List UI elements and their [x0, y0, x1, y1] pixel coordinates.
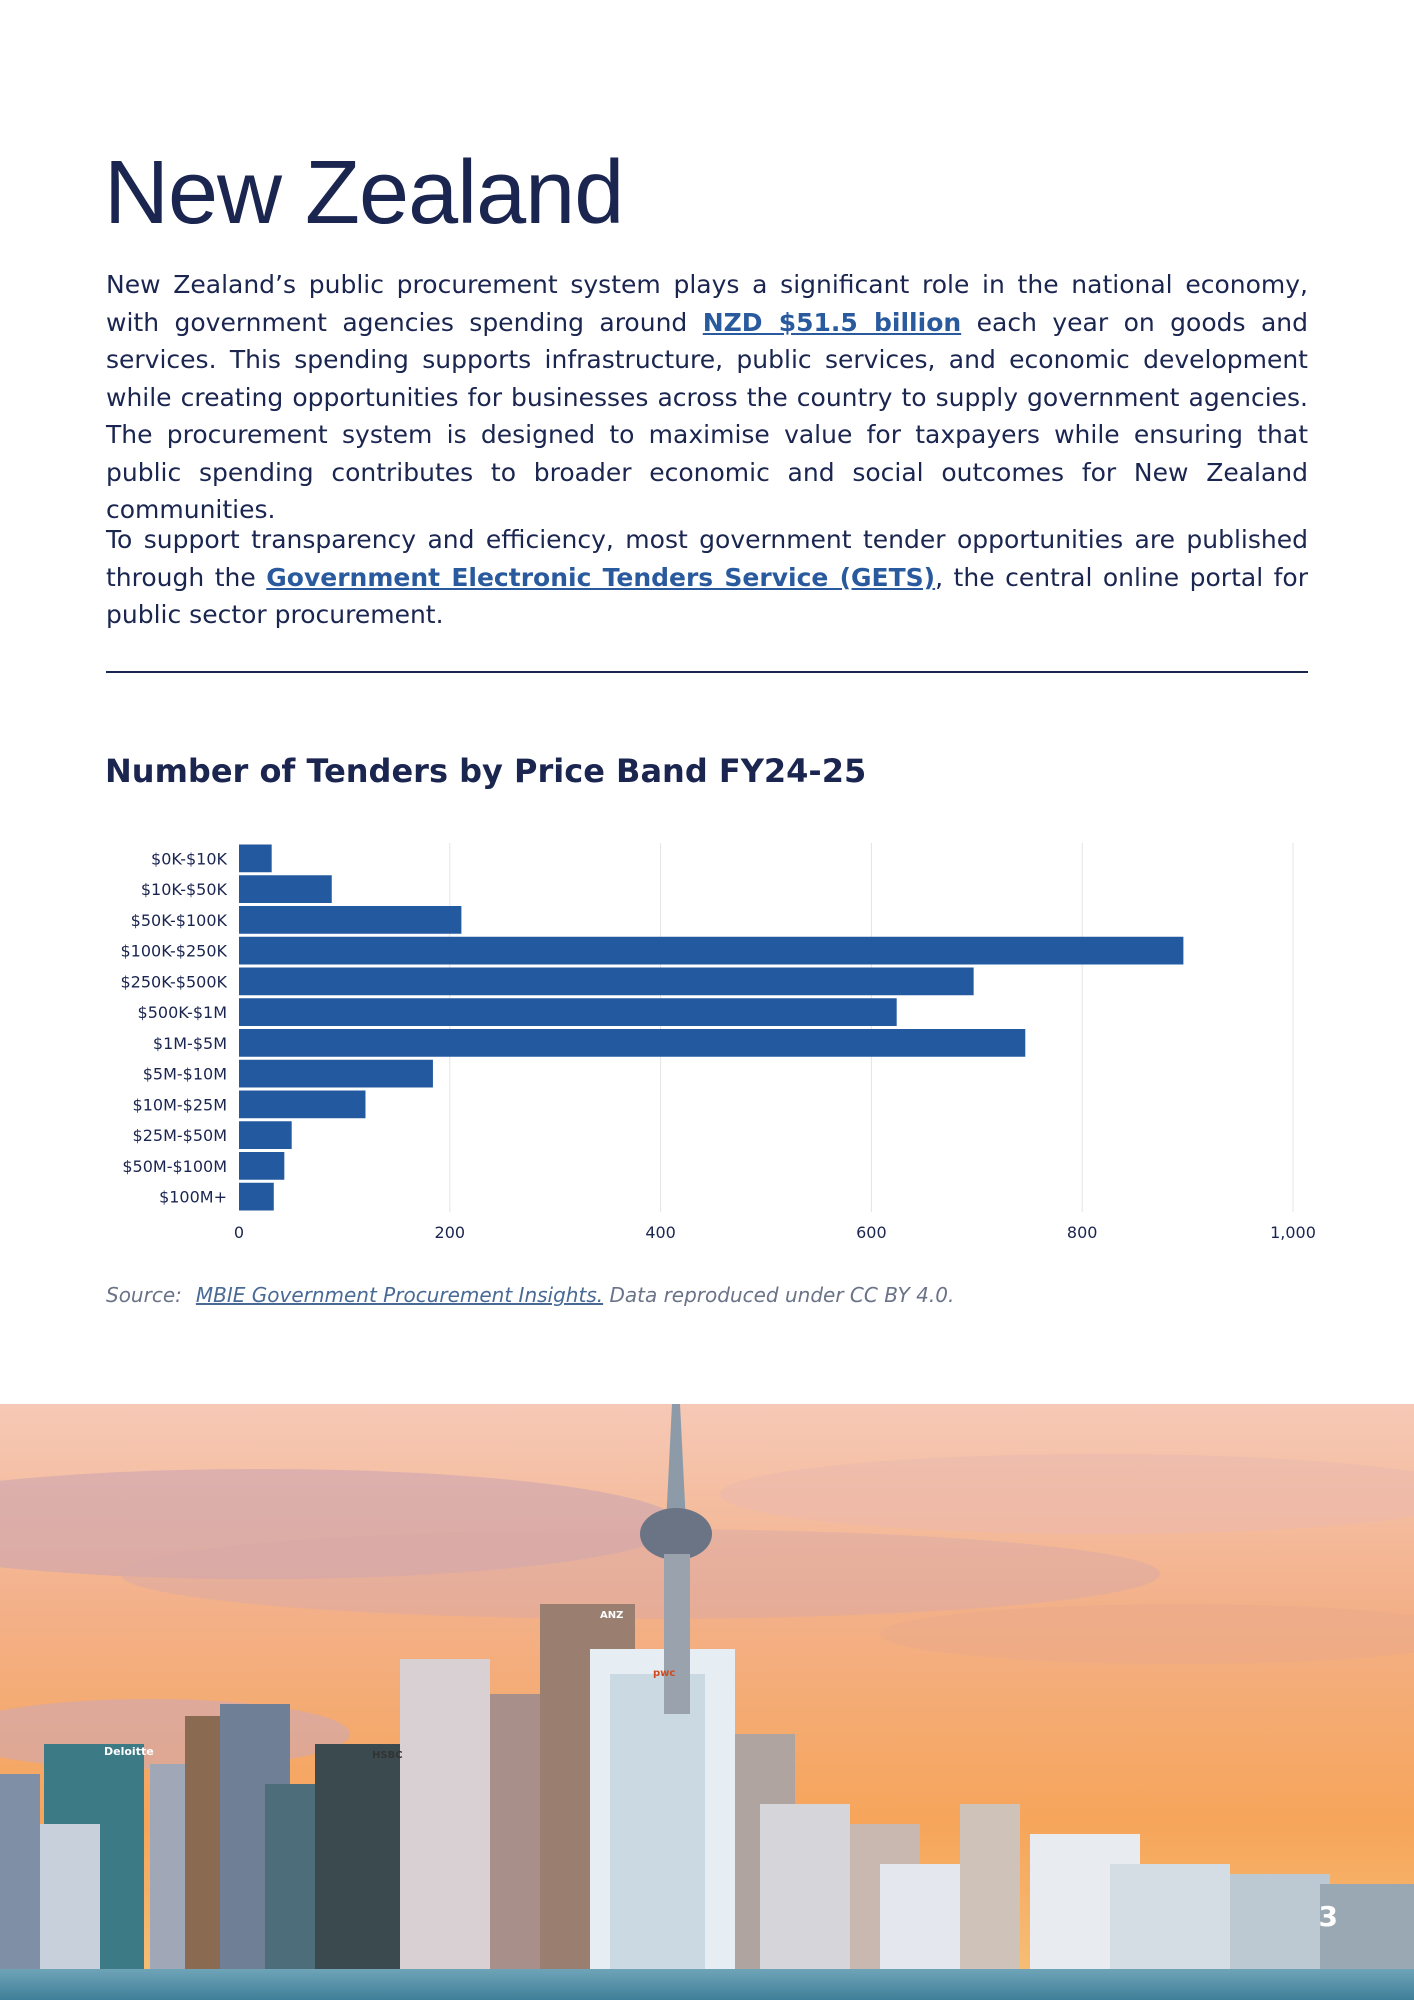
category-label: $50K-$100K — [130, 910, 227, 930]
bar — [239, 968, 974, 996]
x-tick-label: 200 — [434, 1223, 466, 1240]
x-tick-label: 1,000 — [1270, 1223, 1316, 1240]
bar — [239, 845, 272, 873]
category-label: $10K-$50K — [140, 880, 227, 900]
cloud — [120, 1529, 1160, 1619]
auckland-skyline-photo — [0, 1404, 1414, 2000]
intro-paragraph-2 — [106, 521, 1308, 634]
category-label: $25M-$50M — [132, 1126, 227, 1146]
intro-text: New Zealand’s public procurement system plays a significant role in the national economy, with government agencies spending around — [106, 270, 1308, 337]
bar — [239, 875, 332, 903]
x-tick-label: 600 — [856, 1223, 887, 1240]
logo-anz: ANZ — [600, 1610, 624, 1621]
bar — [239, 906, 461, 934]
page-number: 3 — [1318, 1900, 1338, 1933]
intro-paragraph-1 — [106, 266, 1308, 529]
chart-title: Number of Tenders by Price Band FY24-25 — [105, 752, 867, 790]
logo-deloitte: Deloitte — [104, 1745, 154, 1758]
category-label: $5M-$10M — [142, 1064, 227, 1084]
page-title: New Zealand — [104, 143, 624, 243]
bar — [239, 1029, 1025, 1057]
harbour-water — [0, 1969, 1414, 2000]
category-label: $50M-$100M — [122, 1156, 227, 1176]
nzd-spend-link[interactable]: NZD $51.5 billion — [702, 307, 962, 337]
intro-text: To support transparency and efficiency, most government tender opportunities are published through the — [106, 525, 1308, 592]
gets-link[interactable]: Government Electronic Tenders Service (GETS) — [266, 562, 936, 592]
x-tick-label: 0 — [233, 1223, 245, 1240]
skyline-illustration — [0, 1404, 1414, 2000]
bar — [239, 1060, 433, 1088]
bar — [239, 1152, 284, 1180]
source-note — [106, 1283, 954, 1307]
category-label: $500K-$1M — [137, 1003, 227, 1023]
bar — [239, 1121, 292, 1149]
bar — [239, 937, 1183, 965]
logo-pwc: pwc — [653, 1668, 676, 1679]
tenders-bar-chart — [0, 820, 1414, 1240]
category-label: $250K-$500K — [120, 972, 227, 992]
x-tick-label: 800 — [1066, 1223, 1098, 1240]
mbie-source-link[interactable]: MBIE Government Procurement Insights. — [195, 1283, 604, 1307]
bar — [239, 1091, 365, 1119]
bar — [239, 1183, 274, 1211]
section-divider — [106, 671, 1308, 673]
bar — [239, 998, 897, 1026]
source-label: Source: — [106, 1283, 182, 1307]
category-label: $100K-$250K — [120, 941, 227, 961]
logo-hsbc: HSBC — [372, 1750, 403, 1761]
x-tick-label: 400 — [645, 1223, 676, 1240]
source-licence: Data reproduced under CC BY 4.0. — [603, 1283, 955, 1307]
category-label: $0K-$10K — [151, 849, 227, 869]
category-label: $100M+ — [159, 1187, 227, 1207]
intro-text: each year on goods and services. This spending supports infrastructure, public services, and economic development while creating opportunities for businesses across the country to supply government agencies. The procurement system is designed to maximise value for taxpayers while ensuring that public spending contributes to broader economic and social outcomes for New Zealand communities. — [106, 307, 1308, 524]
category-label: $10M-$25M — [132, 1095, 227, 1115]
category-label: $1M-$5M — [152, 1033, 227, 1053]
intro-text: , the central online portal for public sector procurement. — [106, 562, 1309, 629]
